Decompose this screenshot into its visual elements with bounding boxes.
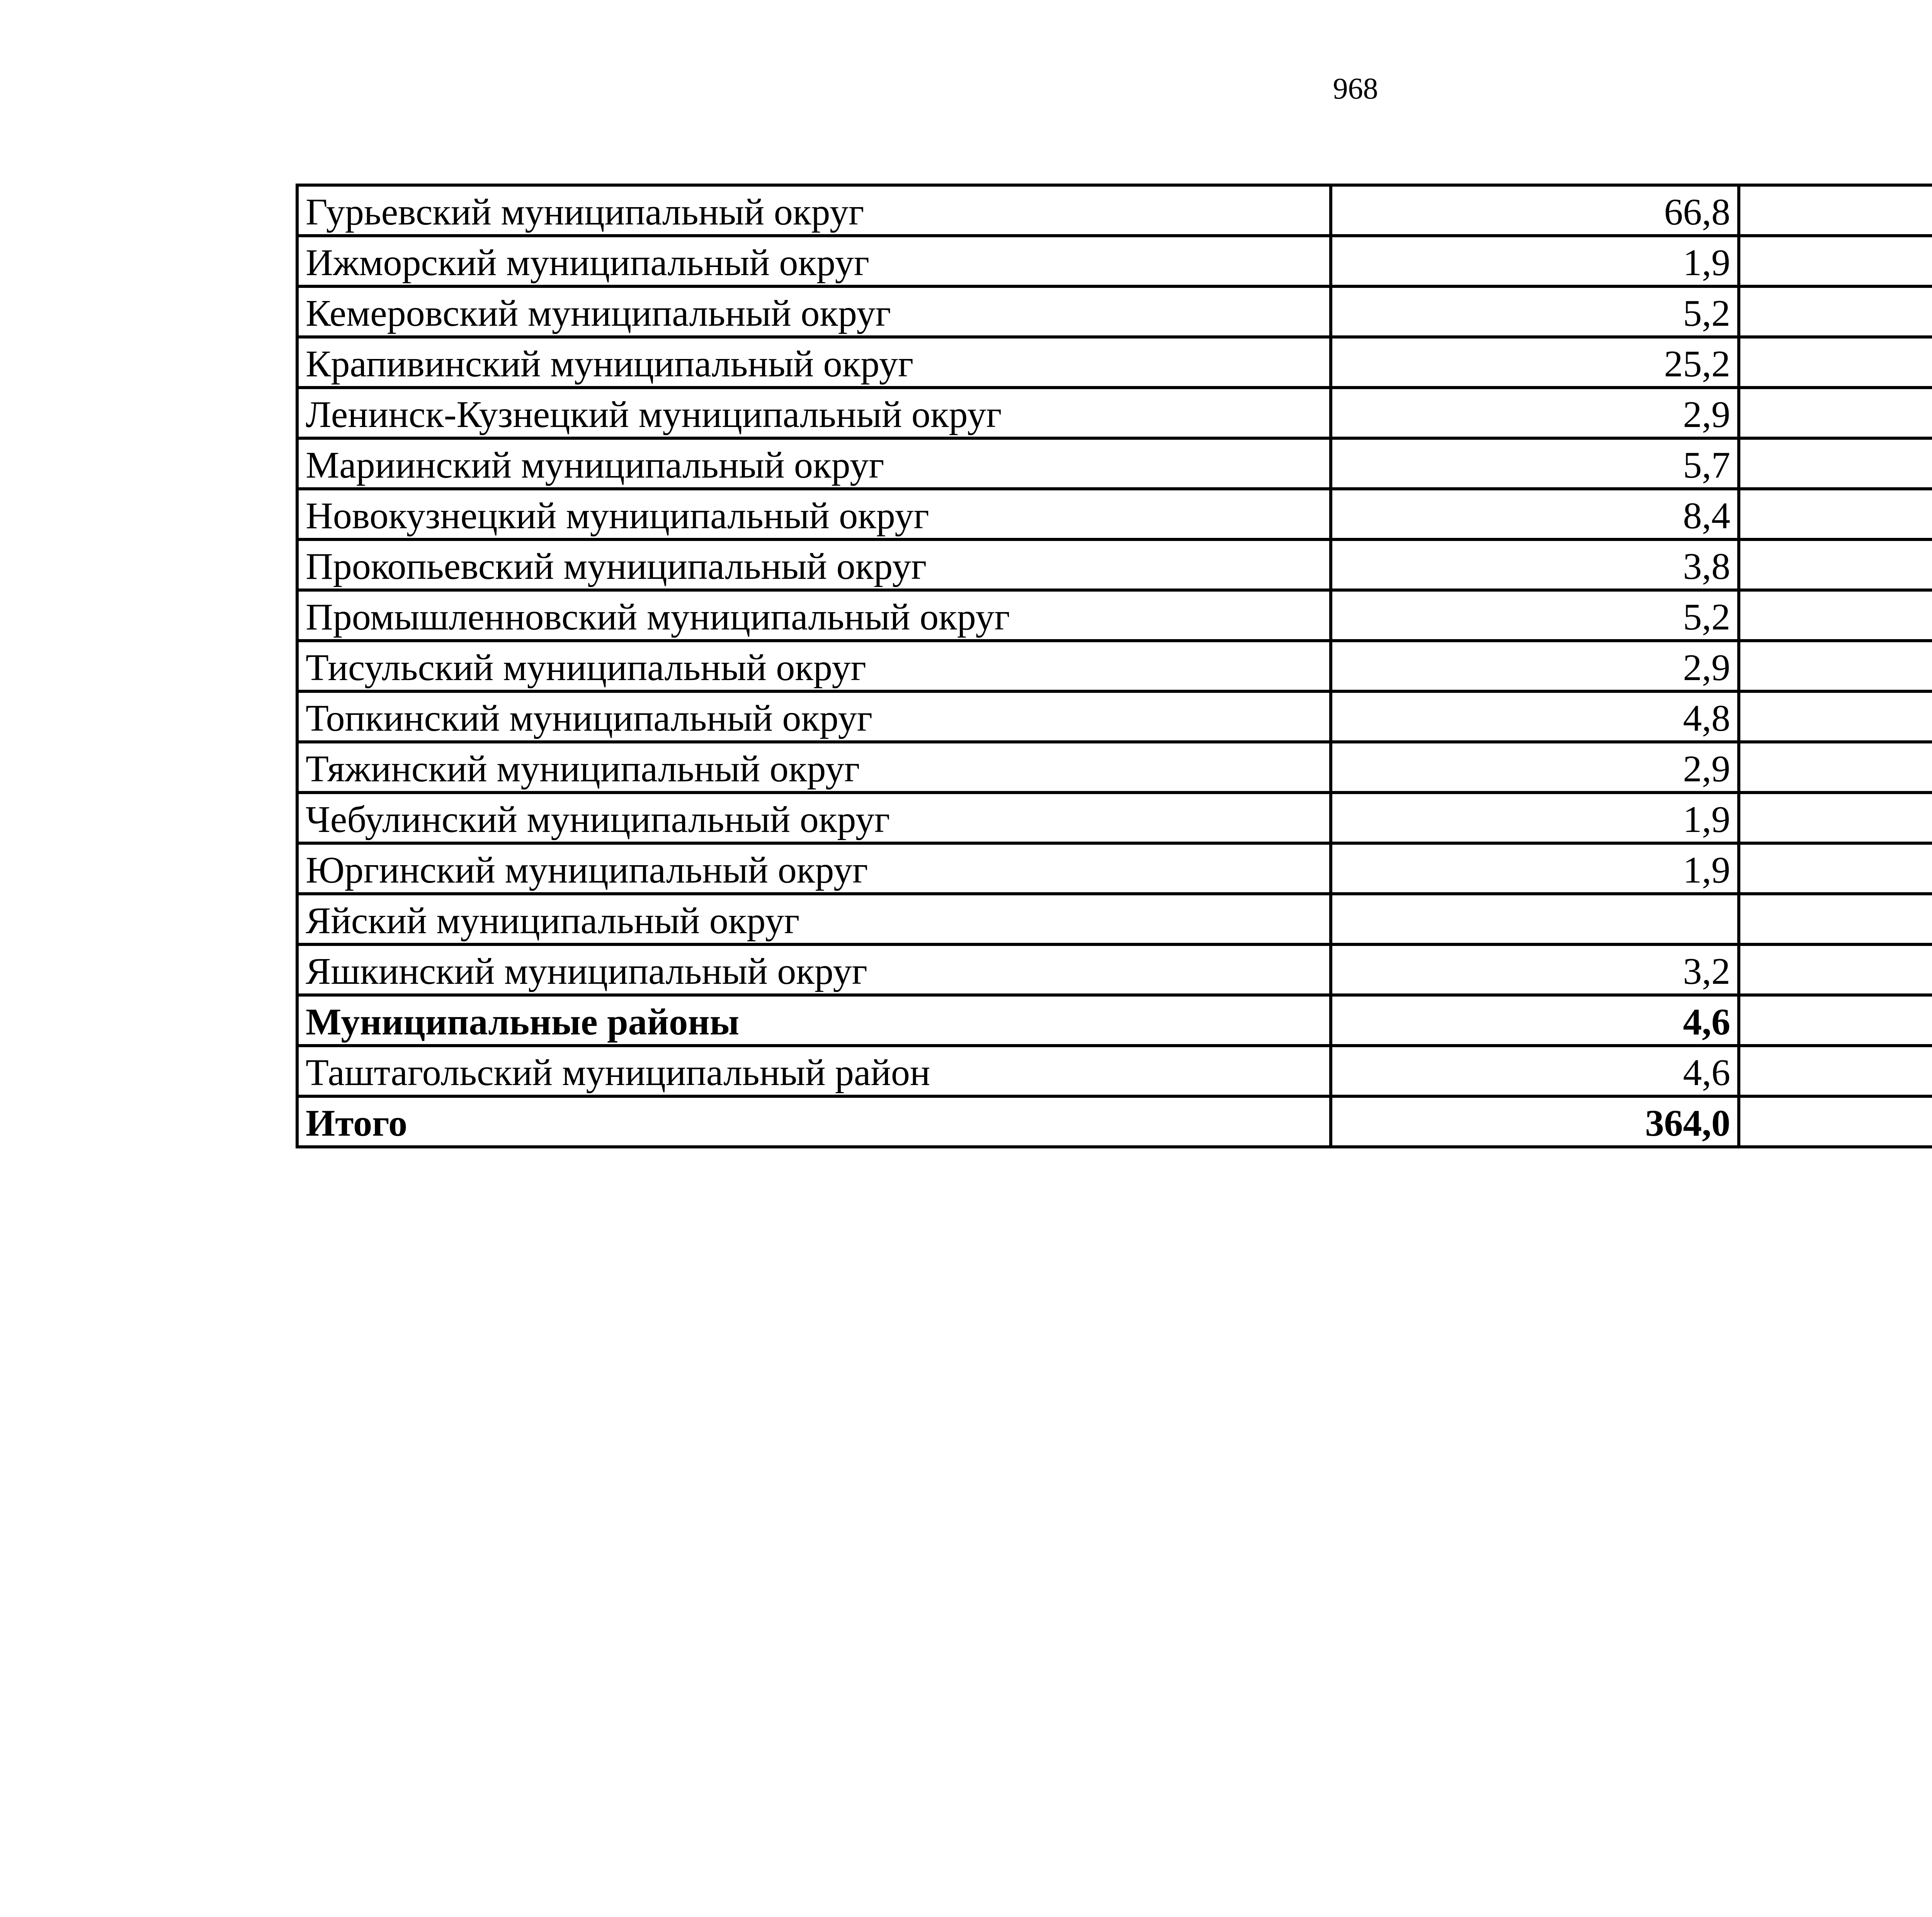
table-row xyxy=(297,641,1932,691)
row-name-cell: Итого xyxy=(297,1096,1331,1147)
table-row xyxy=(297,286,1932,337)
row-name-cell: Таштагольский муниципальный район xyxy=(297,1046,1331,1096)
row-value-1-cell: 3,8 xyxy=(1331,539,1739,590)
row-name-cell: Яйский муниципальный округ xyxy=(297,894,1331,944)
row-value-1-cell: 5,7 xyxy=(1331,438,1739,489)
row-value-2-cell xyxy=(1739,438,1932,489)
row-value-2-cell xyxy=(1739,539,1932,590)
row-value-2-cell xyxy=(1739,236,1932,286)
row-value-1-cell: 4,6 xyxy=(1331,1046,1739,1096)
row-value-2-cell xyxy=(1739,944,1932,995)
row-name-cell: Тяжинский муниципальный округ xyxy=(297,742,1331,793)
row-name-cell: Юргинский муниципальный округ xyxy=(297,843,1331,894)
row-value-2-cell xyxy=(1739,1096,1932,1147)
row-value-2-cell xyxy=(1739,337,1932,388)
table-row xyxy=(297,894,1932,944)
row-value-1-cell: 2,9 xyxy=(1331,742,1739,793)
table-body xyxy=(297,185,1932,1147)
row-value-2-cell xyxy=(1739,691,1932,742)
row-value-2-cell xyxy=(1739,894,1932,944)
row-name-cell: Кемеровский муниципальный округ xyxy=(297,286,1331,337)
row-value-1-cell: 5,2 xyxy=(1331,286,1739,337)
row-name-cell: Яшкинский муниципальный округ xyxy=(297,944,1331,995)
row-name-cell: Топкинский муниципальный округ xyxy=(297,691,1331,742)
table-row xyxy=(297,1046,1932,1096)
table-row xyxy=(297,742,1932,793)
row-name-cell: Чебулинский муниципальный округ xyxy=(297,793,1331,843)
row-value-2-cell xyxy=(1739,742,1932,793)
table-row xyxy=(297,793,1932,843)
row-value-1-cell: 4,8 xyxy=(1331,691,1739,742)
row-value-2-cell xyxy=(1739,641,1932,691)
row-value-2-cell xyxy=(1739,185,1932,236)
page-number: 968 xyxy=(1333,71,1378,105)
row-value-1-cell: 1,9 xyxy=(1331,843,1739,894)
row-value-1-cell: 2,9 xyxy=(1331,388,1739,438)
table-row xyxy=(297,236,1932,286)
row-value-2-cell xyxy=(1739,793,1932,843)
row-name-cell: Ленинск-Кузнецкий муниципальный округ xyxy=(297,388,1331,438)
table-row xyxy=(297,995,1932,1046)
row-name-cell: Мариинский муниципальный округ xyxy=(297,438,1331,489)
row-name-cell: Муниципальные районы xyxy=(297,995,1331,1046)
table-row xyxy=(297,590,1932,641)
row-value-1-cell: 364,0 xyxy=(1331,1096,1739,1147)
table-row xyxy=(297,944,1932,995)
data-table xyxy=(296,184,1932,1148)
row-value-1-cell: 2,9 xyxy=(1331,641,1739,691)
table-row xyxy=(297,539,1932,590)
row-value-1-cell: 4,6 xyxy=(1331,995,1739,1046)
row-value-2-cell xyxy=(1739,843,1932,894)
row-name-cell: Новокузнецкий муниципальный округ xyxy=(297,489,1331,539)
row-value-1-cell: 8,4 xyxy=(1331,489,1739,539)
row-name-cell: Тисульский муниципальный округ xyxy=(297,641,1331,691)
row-value-1-cell: 1,9 xyxy=(1331,793,1739,843)
row-name-cell: Ижморский муниципальный округ xyxy=(297,236,1331,286)
row-value-1-cell: 25,2 xyxy=(1331,337,1739,388)
table-row xyxy=(297,388,1932,438)
row-value-1-cell: 1,9 xyxy=(1331,236,1739,286)
row-value-1-cell xyxy=(1331,894,1739,944)
table-row xyxy=(297,185,1932,236)
row-name-cell: Гурьевский муниципальный округ xyxy=(297,185,1331,236)
table-row xyxy=(297,843,1932,894)
row-name-cell: Крапивинский муниципальный округ xyxy=(297,337,1331,388)
row-value-2-cell xyxy=(1739,1046,1932,1096)
table-row xyxy=(297,1096,1932,1147)
table-row xyxy=(297,489,1932,539)
row-value-2-cell xyxy=(1739,388,1932,438)
row-value-2-cell xyxy=(1739,286,1932,337)
row-value-2-cell xyxy=(1739,995,1932,1046)
row-value-1-cell: 3,2 xyxy=(1331,944,1739,995)
row-value-2-cell xyxy=(1739,590,1932,641)
row-value-1-cell: 66,8 xyxy=(1331,185,1739,236)
row-name-cell: Прокопьевский муниципальный округ xyxy=(297,539,1331,590)
table-row xyxy=(297,438,1932,489)
row-value-2-cell xyxy=(1739,489,1932,539)
table-row xyxy=(297,337,1932,388)
row-name-cell: Промышленновский муниципальный округ xyxy=(297,590,1331,641)
table-row xyxy=(297,691,1932,742)
row-value-1-cell: 5,2 xyxy=(1331,590,1739,641)
